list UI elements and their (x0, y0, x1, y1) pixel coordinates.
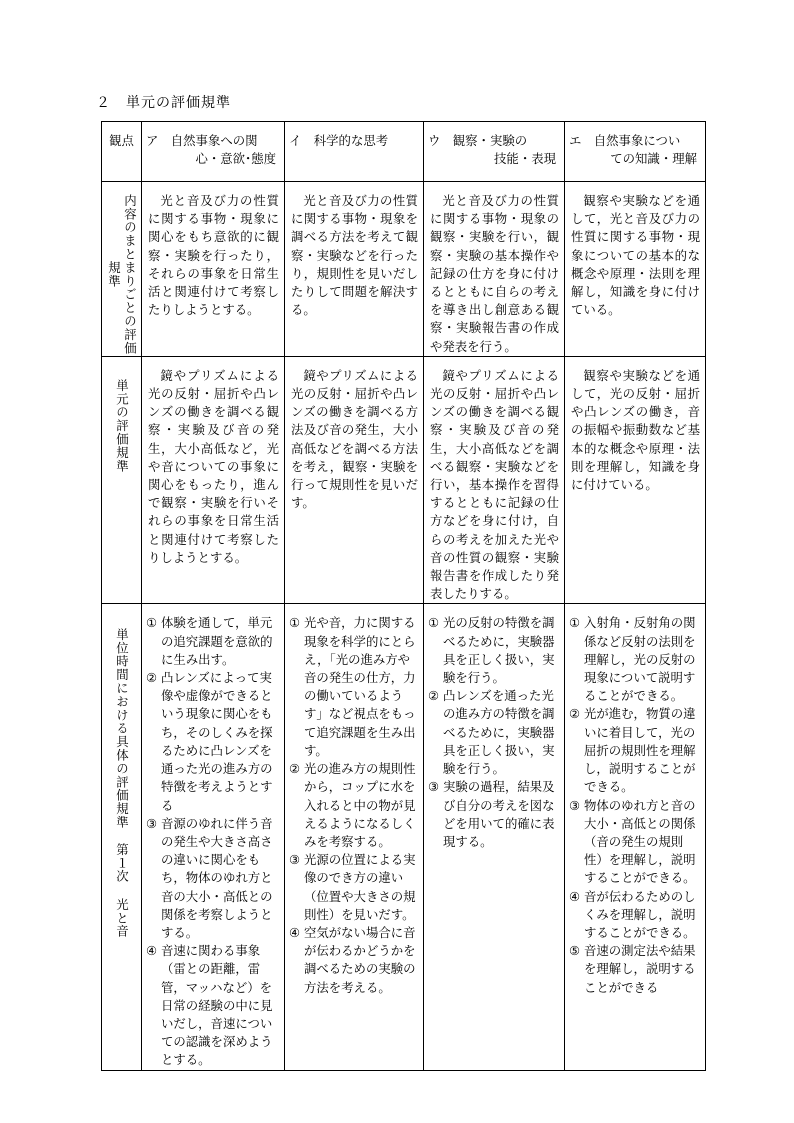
list-item (146, 614, 280, 669)
item-number: ④ (569, 888, 581, 904)
header-skills: ウ 観察・実験の 技能・表現 (424, 122, 565, 182)
item-text: 凸レンズによって実像や虚像ができるという現象に関心をもち，そのしくみを探るために凸レンズを通った光の進み方の特徴を考えようとする (161, 670, 273, 813)
item-text: 音速に関わる事象（雷との距離，雷管，マッハなど）を日常の経験の中に見いだし，音速についての認識を深めようとする。 (161, 943, 273, 1068)
table-row (102, 356, 706, 604)
item-number: ② (569, 706, 581, 722)
item-number: ④ (289, 924, 301, 940)
item-number: ④ (146, 943, 158, 959)
row-label-specific: 単位時間における具体の評価規準 第１次 光と音 (102, 604, 142, 1070)
header-thinking: イ 科学的な思考 (285, 122, 424, 182)
item-number: ③ (289, 852, 301, 868)
item-number: ② (146, 670, 158, 686)
item-text: 体験を通して，単元の追究課題を意欲的に生み出す。 (161, 615, 273, 667)
item-number: ① (569, 615, 581, 631)
item-text: 光源の位置による実像のでき方の違い（位置や大きさの規則性）を見いだす。 (304, 852, 416, 922)
item-number: ③ (428, 779, 440, 795)
item-text: 音源のゆれに伴う音の発生や大きさ高さの違いに関心をもち，物体のゆれ方と音の大小・高低との関係を考察しようとする。 (161, 815, 273, 940)
cell-r3-d (565, 604, 706, 1070)
item-number: ③ (146, 815, 158, 831)
item-text: 光の反射の特徴を調べるために，実験器具を正しく扱い，実験を行う。 (443, 615, 555, 686)
cell-r1-b: 光と音及び力の性質に関する事物・現象を調べる方法を考えて観察・実験などを行ったり，規則性を見いだしたりして問題を解決する。 (285, 182, 424, 357)
item-number: ② (428, 688, 440, 704)
list-item (569, 797, 701, 888)
header-knowledge: エ 自然事象につい ての知識・理解 (565, 122, 706, 182)
list-item (569, 614, 701, 705)
list-item (569, 888, 701, 943)
item-text: 光の進み方の規則性から，コップに水を入れると中の物が見えるようになるしくみを考察する。 (304, 761, 416, 849)
list-item (146, 815, 280, 942)
item-text: 空気がない場合に音が伝わるかどうかを調べるための実験の方法を考える。 (304, 924, 416, 995)
item-text: 音が伝わるためのしくみを理解し，説明することができる。 (584, 888, 696, 940)
list-item (289, 851, 419, 924)
list-item (289, 760, 419, 851)
row-label-content: 内容のまとまりごとの評価規準 (102, 182, 142, 357)
header-interest: ア 自然事象への関 心・意欲･態度 (142, 122, 285, 182)
table-row (102, 604, 706, 1070)
list-item (289, 614, 419, 760)
cell-r1-d: 観察や実験などを通して，光と音及び力の性質に関する事物・現象についての基本的な概念や原理・法則を理解し，知識を身に付けている。 (565, 182, 706, 357)
cell-r2-d: 観察や実験などを通して，光の反射・屈折や凸レンズの働き，音の振幅や振動数など基本的な概念や原理・法則を理解し，知識を身に付けている。 (565, 356, 706, 604)
item-number: ⑤ (569, 943, 581, 959)
table-row (102, 182, 706, 357)
cell-r2-c: 鏡やプリズムによる光の反射・屈折や凸レンズの働きを調べる観察・実験及び音の発生，大小高低などを調べる観察・実験などを行い，基本操作を習得するとともに記録の仕方などを身に付け，自らの考えを加えた光や音の性質の観察・実験報告書を作成したり発表したりする。 (424, 356, 565, 604)
list-item (146, 942, 280, 1069)
list-item (428, 614, 560, 687)
evaluation-criteria-table (101, 121, 706, 1071)
item-text: 音速の測定法や結果を理解し，説明することができる (584, 943, 696, 995)
table-header-row (102, 122, 706, 182)
list-item (289, 924, 419, 997)
item-text: 光が進む，物質の違いに着目して，光の屈折の規則性を理解し，説明することができる。 (584, 706, 696, 795)
list-item (146, 669, 280, 815)
cell-r2-a: 鏡やプリズムによる光の反射・屈折や凸レンズの働きを調べる観察・実験及び音の発生，大小高低など，光や音についての事象に関心をもったり，進んで観察・実験を行いそれらの事象を日常生活と関連付けて考察したりしようとする。 (142, 356, 285, 604)
item-text: 入射角・反射角の関係など反射の法則を理解し，光の反射の現象について説明することができる。 (584, 615, 696, 704)
list-item (569, 942, 701, 997)
section-title: ２ 単元の評価規準 (96, 95, 231, 111)
item-number: ① (428, 615, 440, 631)
item-text: 物体のゆれ方と音の大小・高低との関係（音の発生の規則性）を理解し，説明することができる。 (584, 797, 696, 886)
item-number: ① (146, 615, 158, 631)
cell-r1-c: 光と音及び力の性質に関する事物・現象の観察・実験を行い，観察・実験の基本操作や記録の仕方を身に付けるとともに自らの考えを導き出し創意ある観察・実験報告書の作成や発表を行う。 (424, 182, 565, 357)
list-item (428, 687, 560, 778)
header-viewpoint: 観点 (102, 122, 142, 182)
cell-r2-b: 鏡やプリズムによる光の反射・屈折や凸レンズの働きを調べる方法及び音の発生，大小高低などを調べる方法を考え，観察・実験を行って規則性を見いだす。 (285, 356, 424, 604)
item-text: 実験の過程，結果及び自分の考えを図などを用いて的確に表現する。 (443, 779, 555, 849)
item-number: ② (289, 761, 301, 777)
item-number: ① (289, 615, 301, 631)
item-text: 光や音，力に関する現象を科学的にとらえ，「光の進み方や音の発生の仕方，力の働いているようす」など視点をもって追究課題を生み出す。 (304, 615, 416, 758)
list-item (428, 778, 560, 851)
item-number: ③ (569, 797, 581, 813)
cell-r3-c (424, 604, 565, 1070)
cell-r3-a (142, 604, 285, 1070)
list-item (569, 705, 701, 796)
row-label-unit: 単元の評価規準 (102, 356, 142, 604)
cell-r1-a: 光と音及び力の性質に関する事物・現象に関心をもち意欲的に観察・実験を行ったり，それらの事象を日常生活と関連付けて考察したりしようとする。 (142, 182, 285, 357)
cell-r3-b (285, 604, 424, 1070)
item-text: 凸レンズを通った光の進み方の特徴を調べるために，実験器具を正しく扱い，実験を行う。 (443, 688, 555, 777)
